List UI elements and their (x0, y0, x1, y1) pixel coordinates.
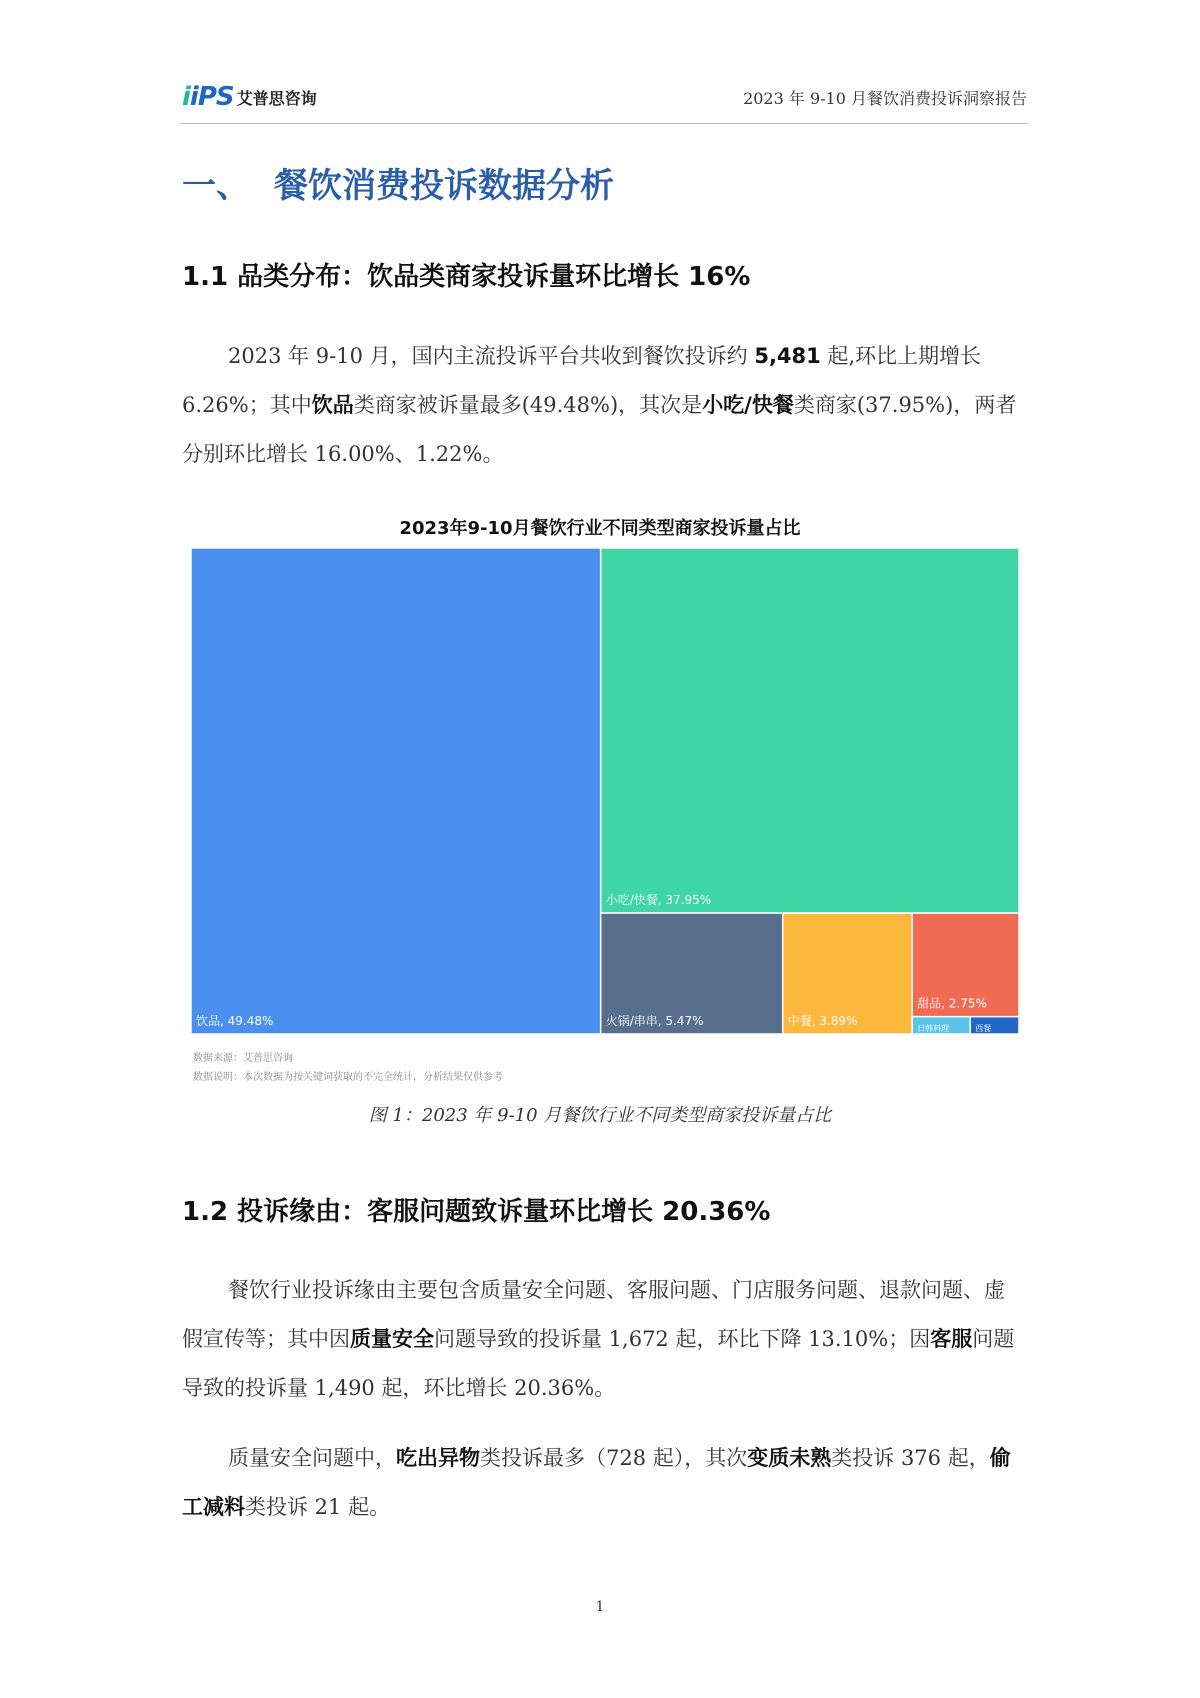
subsection-2-title: 1.2 投诉缘由：客服问题致诉量环比增长 20.36% (182, 1197, 771, 1227)
section-heading (182, 158, 614, 207)
chart-source-note: 数据来源：艾普思咨询 (193, 1053, 293, 1064)
treemap-cell-drinks (191, 548, 601, 1034)
treemap-label-japanese-korean: 日韩料理 (917, 1024, 950, 1033)
logo-text: 艾普思咨询 (236, 89, 317, 108)
treemap-label-drinks: 饮品, 49.48% (196, 1014, 274, 1028)
paragraph-3: 质量安全问题中，吃出异物类投诉最多（728 起），其次变质未熟类投诉 376 起，偷工减料类投诉 21 起。 (182, 1446, 1011, 1519)
chart-title: 2023年9-10月餐饮行业不同类型商家投诉量占比 (399, 518, 801, 539)
logo-icon: iiPS (182, 82, 234, 112)
section-number: 一、 (182, 166, 250, 206)
header-divider (180, 123, 1028, 124)
header-logo (182, 84, 317, 110)
treemap-label-chinese: 中餐, 3.89% (787, 1014, 858, 1028)
treemap-cell-snacks (601, 548, 1019, 913)
paragraph-1: 2023 年 9-10 月，国内主流投诉平台共收到餐饮投诉约 5,481 起,环比上期增长 6.26%；其中饮品类商家被诉量最多(49.48%)，其次是小吃/快餐类商家(37.95%)，两者分别环比增长 16.00%、1.22%。 (182, 344, 1017, 466)
chart-remark-note: 数据说明：本次数据为按关键词获取的不完全统计，分析结果仅供参考 (193, 1072, 503, 1083)
treemap-label-dessert: 甜品, 2.75% (917, 996, 987, 1011)
treemap-label-snacks: 小吃/快餐, 37.95% (605, 893, 712, 908)
treemap-label-hotpot: 火锅/串串, 5.47% (605, 1014, 704, 1028)
treemap-chart (191, 548, 1019, 1034)
subsection-1-title: 1.1 品类分布：饮品类商家投诉量环比增长 16% (182, 262, 751, 292)
treemap-label-western: 西餐 (975, 1024, 992, 1033)
section-title: 餐饮消费投诉数据分析 (274, 166, 614, 206)
page-number: 1 (595, 1599, 605, 1615)
paragraph-2: 餐饮行业投诉缘由主要包含质量安全问题、客服问题、门店服务问题、退款问题、虚假宣传等；其中因质量安全问题导致的投诉量 1,672 起，环比下降 13.10%；因客服问题导致的投诉量 1,490 起，环比增长 20.36%。 (182, 1278, 1015, 1400)
figure-caption: 图 1：2023 年 9-10 月餐饮行业不同类型商家投诉量占比 (368, 1105, 832, 1126)
report-title: 2023 年 9-10 月餐饮消费投诉洞察报告 (743, 89, 1027, 108)
